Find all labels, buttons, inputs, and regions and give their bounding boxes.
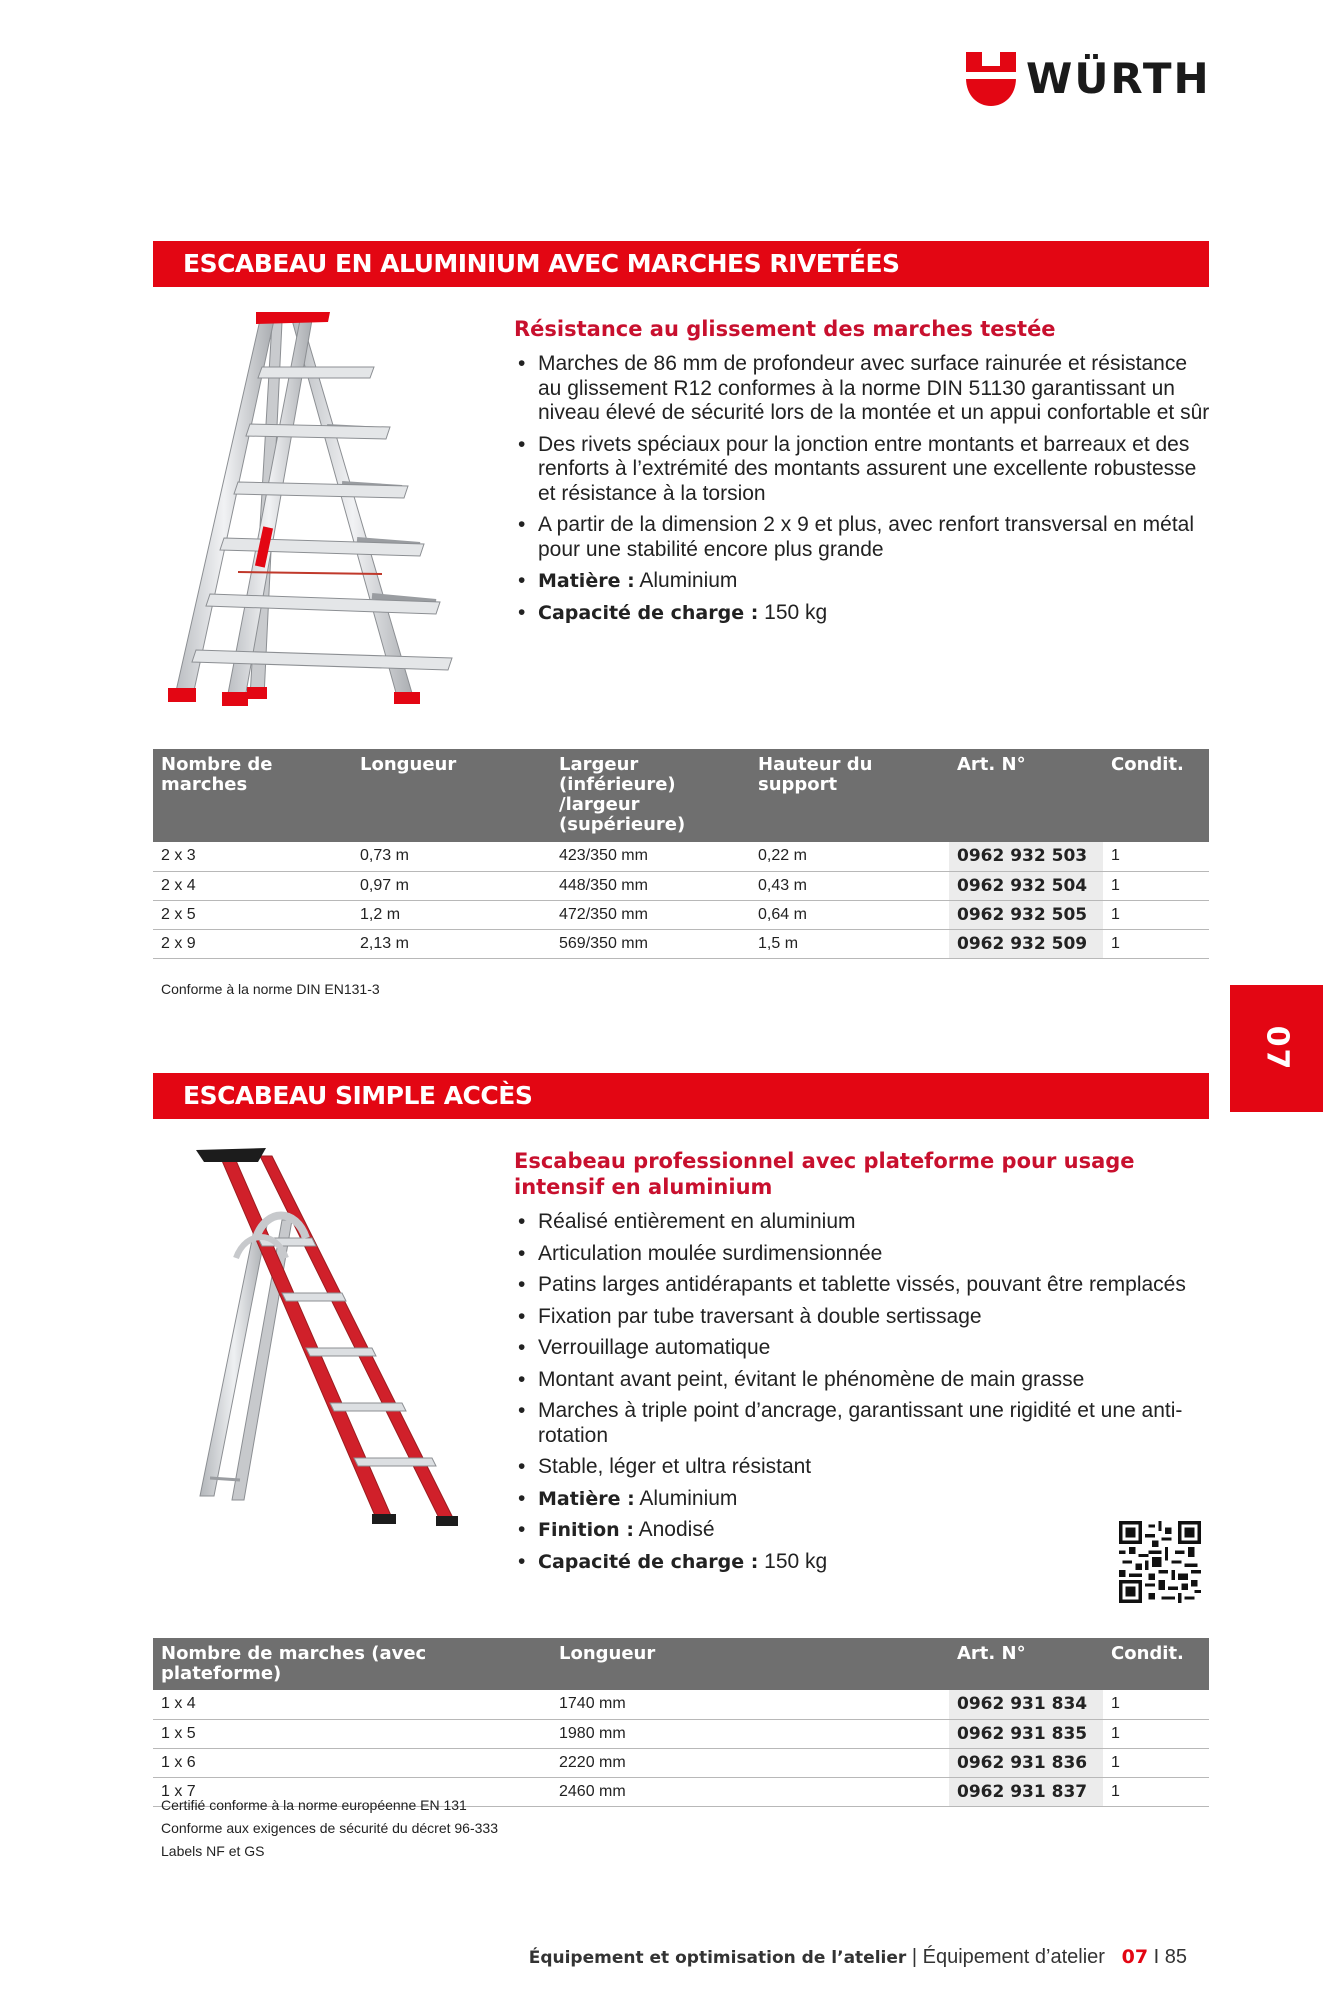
table-cell: 1 x 6 bbox=[153, 1748, 551, 1777]
article-number: 0962 931 836 bbox=[949, 1748, 1103, 1777]
table-cell: 0,73 m bbox=[352, 842, 551, 871]
note-line: Conforme aux exigences de sécurité du décret 96-333 bbox=[161, 1820, 498, 1836]
table-cell: 2 x 4 bbox=[153, 871, 352, 900]
table-row bbox=[153, 871, 1209, 900]
section1-description bbox=[514, 316, 1214, 632]
note-line: Certifié conforme à la norme européenne EN 131 bbox=[161, 1797, 467, 1813]
page-footer bbox=[529, 1946, 1187, 1969]
col-header: Condit. bbox=[1103, 749, 1209, 842]
table-row bbox=[153, 1748, 1209, 1777]
table-cell: 1,2 m bbox=[352, 900, 551, 929]
wurth-logo bbox=[966, 52, 1211, 106]
note-line: Labels NF et GS bbox=[161, 1843, 265, 1859]
table-cell: 1,5 m bbox=[750, 929, 949, 958]
list-item: • Montant avant peint, évitant le phénomène de main grasse bbox=[514, 1368, 1214, 1393]
prop-value: Aluminium bbox=[639, 569, 738, 592]
table-cell: 1 bbox=[1103, 842, 1209, 871]
section2-notes bbox=[161, 1794, 498, 1863]
table-cell: 1 x 5 bbox=[153, 1719, 551, 1748]
footer-chapter: 07 bbox=[1121, 1946, 1149, 1968]
footer-separator: | bbox=[911, 1946, 918, 1968]
table-cell: 1740 mm bbox=[551, 1690, 949, 1719]
list-item bbox=[514, 569, 1214, 594]
list-item: • Marches de 86 mm de profondeur avec surface rainurée et résistance au glissement R12 conformes à la norme DIN 51130 garantissant un niveau élevé de sécurité lors de la montée et un appui confortable et sûr bbox=[514, 352, 1214, 426]
col-header: Largeur (inférieure) /largeur (supérieure) bbox=[551, 749, 750, 842]
double-ladder-image bbox=[152, 312, 492, 707]
footer-subcategory: Équipement d’atelier bbox=[922, 1946, 1105, 1968]
prop-label: Matière : bbox=[538, 570, 635, 592]
table-cell: 1 x 4 bbox=[153, 1690, 551, 1719]
list-item: • Fixation par tube traversant à double sertissage bbox=[514, 1305, 1214, 1330]
footer-category: Équipement et optimisation de l’atelier bbox=[528, 1948, 907, 1968]
page-number: I 85 bbox=[1153, 1946, 1187, 1968]
table-cell: 1 bbox=[1103, 900, 1209, 929]
chapter-tab-label: 07 bbox=[1259, 1025, 1294, 1072]
table-row bbox=[153, 929, 1209, 958]
list-item: • A partir de la dimension 2 x 9 et plus, avec renfort transversal en métal pour une stabilité encore plus grande bbox=[514, 513, 1214, 562]
platform-ladder-image bbox=[196, 1148, 458, 1532]
table-cell: 2 x 5 bbox=[153, 900, 352, 929]
chapter-tab bbox=[1230, 985, 1323, 1112]
table-cell: 0,64 m bbox=[750, 900, 949, 929]
col-header: Hauteur du support bbox=[750, 749, 949, 842]
table-row bbox=[153, 842, 1209, 871]
table-cell: 472/350 mm bbox=[551, 900, 750, 929]
article-number: 0962 932 509 bbox=[949, 929, 1103, 958]
prop-value: Aluminium bbox=[639, 1486, 738, 1510]
prop-value: 150 kg bbox=[764, 600, 828, 624]
list-item: • Articulation moulée surdimensionnée bbox=[514, 1242, 1214, 1267]
col-header: Condit. bbox=[1103, 1638, 1209, 1690]
brand-name: WÜRTH bbox=[1026, 54, 1211, 103]
article-number: 0962 932 503 bbox=[949, 842, 1103, 871]
list-item bbox=[514, 601, 1214, 626]
table-cell: 2 x 9 bbox=[153, 929, 352, 958]
prop-value: 150 kg bbox=[764, 1549, 828, 1573]
article-number: 0962 931 837 bbox=[949, 1777, 1103, 1806]
section1-title: ESCABEAU EN ALUMINIUM AVEC MARCHES RIVETÉES bbox=[153, 241, 1209, 287]
table-header-row bbox=[153, 749, 1209, 842]
table-cell: 569/350 mm bbox=[551, 929, 750, 958]
article-number: 0962 932 505 bbox=[949, 900, 1103, 929]
list-item: • Patins larges antidérapants et tablette vissés, pouvant être remplacés bbox=[514, 1273, 1214, 1298]
table-cell: 448/350 mm bbox=[551, 871, 750, 900]
col-header: Nombre de marches bbox=[153, 749, 352, 842]
prop-label: Finition : bbox=[538, 1519, 634, 1541]
qr-code[interactable] bbox=[1119, 1521, 1201, 1603]
col-header: Longueur bbox=[551, 1638, 949, 1690]
section2-bullets bbox=[514, 1210, 1214, 1574]
list-item: • Des rivets spéciaux pour la jonction entre montants et barreaux et des renforts à l’extrémité des montants assurent une excellente robustesse et résistance à la torsion bbox=[514, 433, 1214, 507]
article-number: 0962 931 835 bbox=[949, 1719, 1103, 1748]
section2-title: ESCABEAU SIMPLE ACCÈS bbox=[153, 1073, 1209, 1119]
prop-label: Matière : bbox=[538, 1487, 635, 1510]
table-cell: 2 x 3 bbox=[153, 842, 352, 871]
article-number: 0962 932 504 bbox=[949, 871, 1103, 900]
col-header: Nombre de marches (avec plateforme) bbox=[153, 1638, 551, 1690]
section1-bullets bbox=[514, 352, 1214, 625]
table-cell: 1 bbox=[1103, 929, 1209, 958]
wurth-logo-icon bbox=[966, 52, 1016, 106]
col-header: Art. N° bbox=[949, 1638, 1103, 1690]
section1-note: Conforme à la norme DIN EN131-3 bbox=[161, 981, 380, 997]
list-item: • Marches à triple point d’ancrage, garantissant une rigidité et une anti-rotation bbox=[514, 1399, 1214, 1448]
table-cell: 1 x 7 bbox=[153, 1777, 551, 1806]
section2-desc-title: Escabeau professionnel avec plateforme pour usage intensif en aluminium bbox=[514, 1149, 1135, 1199]
section1-desc-title: Résistance au glissement des marches testée bbox=[514, 317, 1056, 341]
table-cell: 2220 mm bbox=[551, 1748, 949, 1777]
list-item bbox=[514, 1518, 1214, 1543]
table-cell: 0,22 m bbox=[750, 842, 949, 871]
table-cell: 2,13 m bbox=[352, 929, 551, 958]
table-cell: 1 bbox=[1103, 1777, 1209, 1806]
table-cell: 0,97 m bbox=[352, 871, 551, 900]
section2-description bbox=[514, 1148, 1214, 1581]
table-row bbox=[153, 900, 1209, 929]
col-header: Art. N° bbox=[949, 749, 1103, 842]
prop-label: Capacité de charge : bbox=[538, 1550, 759, 1573]
table-row bbox=[153, 1690, 1209, 1719]
article-number: 0962 931 834 bbox=[949, 1690, 1103, 1719]
section1-spec-table bbox=[153, 749, 1209, 959]
table-header-row bbox=[153, 1638, 1209, 1690]
list-item bbox=[514, 1550, 1214, 1575]
list-item: • Stable, léger et ultra résistant bbox=[514, 1455, 1214, 1480]
table-cell: 423/350 mm bbox=[551, 842, 750, 871]
table-cell: 2460 mm bbox=[551, 1777, 949, 1806]
table-cell: 1 bbox=[1103, 1690, 1209, 1719]
table-cell: 1980 mm bbox=[551, 1719, 949, 1748]
prop-label: Capacité de charge : bbox=[538, 601, 759, 624]
prop-value: Anodisé bbox=[638, 1518, 715, 1541]
col-header: Longueur bbox=[352, 749, 551, 842]
table-cell: 1 bbox=[1103, 871, 1209, 900]
list-item: • Verrouillage automatique bbox=[514, 1336, 1214, 1361]
table-cell: 1 bbox=[1103, 1748, 1209, 1777]
list-item: • Réalisé entièrement en aluminium bbox=[514, 1210, 1214, 1235]
list-item bbox=[514, 1487, 1214, 1512]
table-cell: 1 bbox=[1103, 1719, 1209, 1748]
table-row bbox=[153, 1719, 1209, 1748]
section2-spec-table bbox=[153, 1638, 1209, 1807]
table-cell: 0,43 m bbox=[750, 871, 949, 900]
